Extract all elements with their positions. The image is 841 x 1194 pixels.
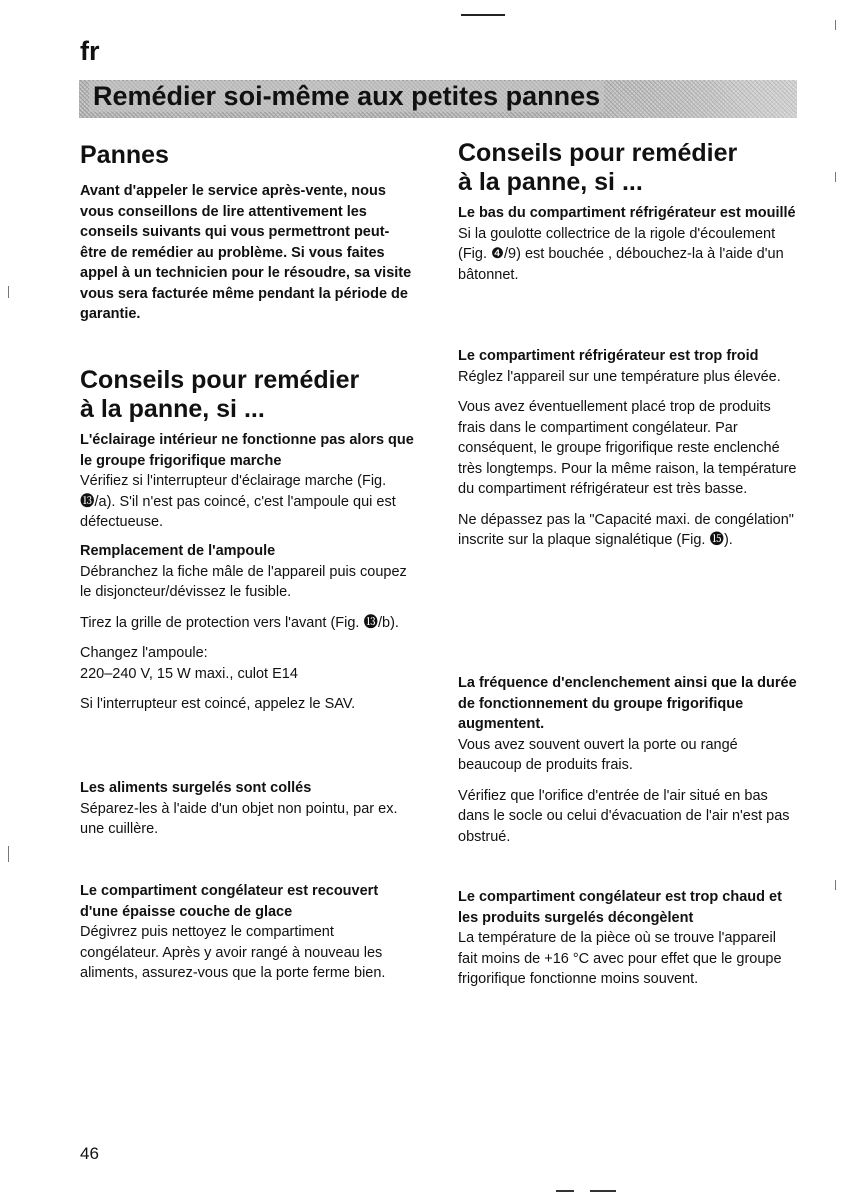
cold-text-2: Vous avez éventuellement placé trop de produits frais dans le compartiment congélateur. Par conséquent, le groupe frigorifique reste enclenché très longtemps. Pour la même raison, la température du compartiment réfrigérateur est très basse. (458, 399, 797, 497)
warm-title: Le compartiment congélateur est trop chaud et les produits surgelés décongèlent (458, 889, 782, 926)
cold-text-3: Ne dépassez pas la "Capacité maxi. de congélation" inscrite sur la plaque signalétique (Fig. ⓯). (458, 511, 794, 548)
scan-margin-mark (835, 20, 836, 30)
intro-text: Avant d'appeler le service après-vente, nous vous conseillons de lire attentivement les conseils suivants qui vous permettront peut-être de remédier au problème. Si vous faites appel à un technicien pour le résoudre, sa visite vous sera facturée même pendant la période de garantie. (80, 183, 412, 322)
section-banner (79, 80, 797, 118)
freq-block (458, 673, 798, 847)
bulb-text-1: Débranchez la fiche mâle de l'appareil puis coupez le disjoncteur/dévissez le fusible. (80, 563, 407, 600)
pannes-heading-block (80, 140, 415, 170)
wet-title: Le bas du compartiment réfrigérateur est mouillé (458, 205, 796, 221)
cold-title: Le compartiment réfrigérateur est trop froid (458, 348, 759, 364)
banner-title: Remédier soi-même aux petites pannes (89, 81, 604, 112)
light-title: L'éclairage intérieur ne fonctionne pas alors que le groupe frigorifique marche (80, 432, 414, 469)
scan-margin-mark (8, 846, 9, 862)
top-rule (461, 14, 505, 16)
footer-mark-2 (590, 1190, 616, 1192)
footer-mark-1 (556, 1190, 574, 1192)
scan-margin-mark (8, 286, 9, 298)
left-section-heading: Conseils pour remédier à la panne, si ... (80, 366, 360, 423)
bulb-title: Remplacement de l'ampoule (80, 543, 276, 559)
bulb-text-2: Tirez la grille de protection vers l'avant (Fig. ⓭/b). (80, 614, 399, 631)
intro-block (80, 181, 415, 325)
bulb-block (80, 541, 415, 715)
bulb-text-3: Changez l'ampoule: 220–240 V, 15 W maxi., culot E14 (80, 645, 298, 682)
page-number: 46 (80, 1144, 99, 1163)
freq-title: La fréquence d'enclenchement ainsi que la durée de fonctionnement du groupe frigorifique augmentent. (458, 675, 797, 732)
bulb-text-4: Si l'interrupteur est coincé, appelez le SAV. (80, 696, 356, 712)
ice-text: Dégivrez puis nettoyez le compartiment congélateur. Après y avoir rangé à nouveau les aliments, assurez-vous que la porte ferme bien. (80, 924, 386, 981)
warm-block (458, 887, 798, 990)
right-section-heading-block (458, 139, 798, 197)
scan-margin-mark (835, 172, 836, 182)
wet-text: Si la goulotte collectrice de la rigole d'écoulement (Fig. ❹/9) est bouchée , débouchez-la à l'aide d'un bâtonnet. (458, 225, 784, 283)
light-block (80, 430, 415, 533)
language-label: fr (80, 36, 100, 66)
frozen-block (80, 778, 415, 840)
left-section-heading-block (80, 366, 415, 424)
warm-text: La température de la pièce où se trouve l'appareil fait moins de +16 °C avec pour effet que le groupe frigorifique fonctionne moins souvent. (458, 930, 782, 987)
right-section-heading: Conseils pour remédier à la panne, si ... (458, 139, 738, 196)
light-text: Vérifiez si l'interrupteur d'éclairage marche (Fig. ⓭/a). S'il n'est pas coincé, c'est l'ampoule qui est défectueuse. (80, 473, 396, 530)
cold-block (458, 346, 798, 551)
freq-text-1: Vous avez souvent ouvert la porte ou rangé beaucoup de produits frais. (458, 736, 738, 773)
ice-block (80, 881, 415, 984)
cold-text-1: Réglez l'appareil sur une température plus élevée. (458, 368, 781, 385)
scan-margin-mark (835, 880, 836, 890)
frozen-title: Les aliments surgelés sont collés (80, 780, 312, 796)
frozen-text: Séparez-les à l'aide d'un objet non pointu, par ex. une cuillère. (80, 800, 398, 837)
freq-text-2: Vérifiez que l'orifice d'entrée de l'air situé en bas dans le socle ou celui d'évacuation de l'air n'est pas obstrué. (458, 787, 790, 845)
ice-title: Le compartiment congélateur est recouvert d'une épaisse couche de glace (80, 883, 379, 920)
pannes-heading: Pannes (80, 141, 169, 169)
wet-block (458, 203, 798, 285)
